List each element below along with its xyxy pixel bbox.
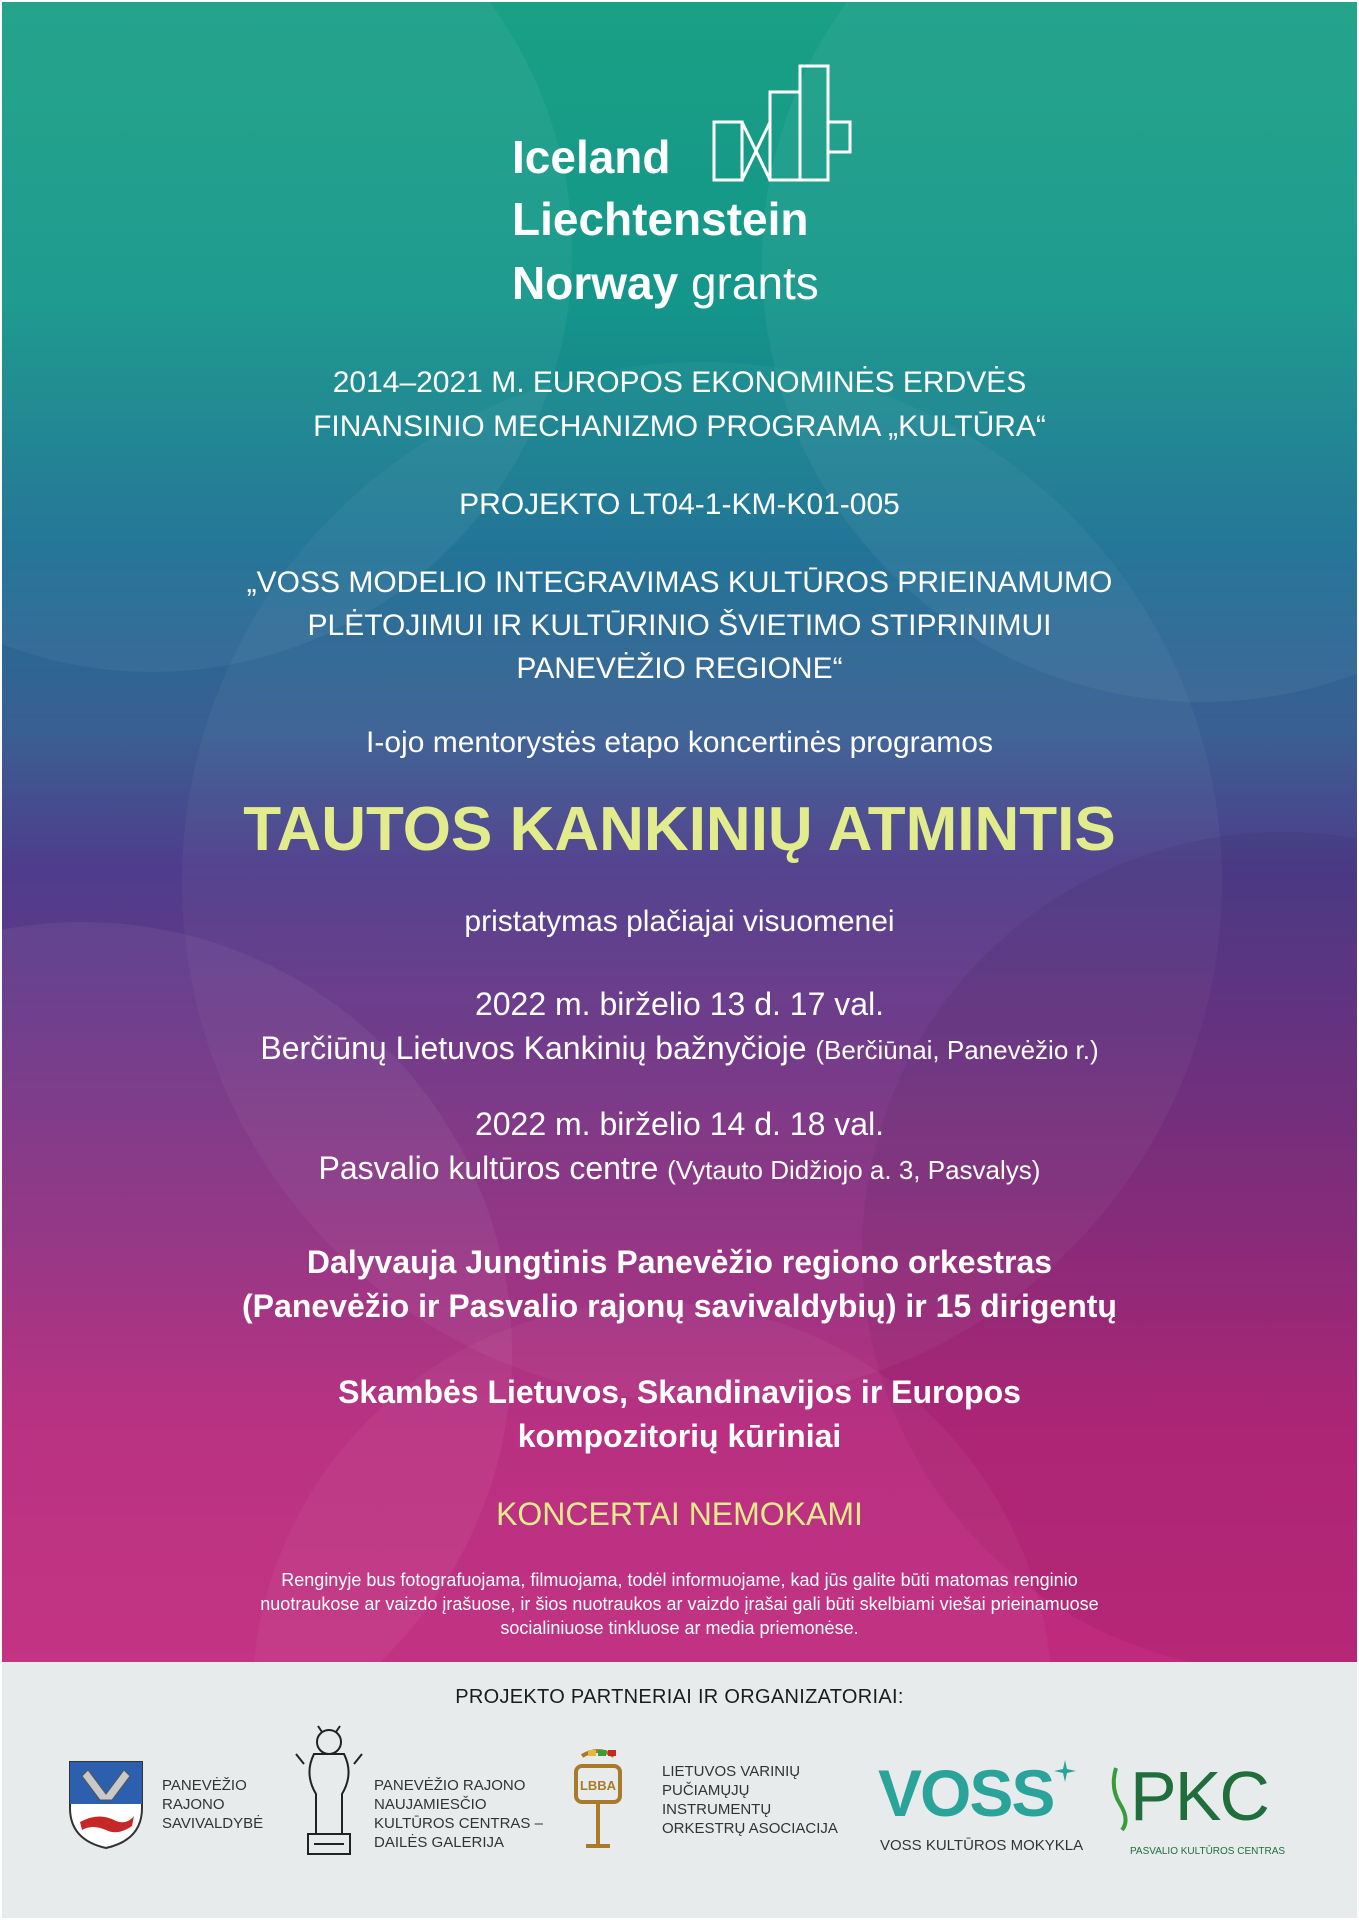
sparkle-icon (1054, 1760, 1076, 1782)
coat-of-arms-icon (68, 1760, 144, 1850)
partner-3-name: LIETUVOS VARINIŲ PUČIAMŲJŲ INSTRUMENTŲ ORKESTRŲ ASOCIACIJA (662, 1763, 838, 1837)
presentation-text: pristatymas plačiajai visuomenei (464, 905, 895, 938)
project-title-line-3: PANEVĖŽIO REGIONE“ (516, 652, 843, 685)
iceland-liechtenstein-norway-grants-logo (512, 62, 862, 322)
event-1-location (2, 1026, 1357, 1072)
participants-line-2: (Panevėžio ir Pasvalio rajonų savivaldybių) ir 15 dirigentų (242, 1288, 1117, 1324)
sculpture-icon (294, 1724, 364, 1862)
participants-line-1: Dalyvauja Jungtinis Panevėžio regiono orkestras (306, 1244, 1053, 1280)
event-1-address: (Berčiūnai, Panevėžio r.) (815, 1035, 1099, 1065)
disclaimer-line-3: socialiniuose tinkluose ar media priemonėse. (500, 1618, 859, 1638)
poster (2, 2, 1357, 1662)
partner-4-name: VOSS KULTŪROS MOKYKLA (880, 1837, 1084, 1854)
project-title-line-2: PLĖTOJIMUI IR KULTŪRINIO ŠVIETIMO STIPRINIMUI (307, 609, 1052, 642)
grants-logo-mark-icon (712, 62, 852, 182)
event-2-datetime: 2022 m. birželio 14 d. 18 val. (474, 1106, 885, 1142)
logo-liechtenstein: Liechtenstein (512, 193, 809, 245)
lbba-logo-text: LBBA (579, 1778, 617, 1793)
trumpet-icon (568, 1746, 634, 1856)
logo-grants: grants (690, 257, 819, 309)
music-line-1: Skambės Lietuvos, Skandinavijos ir Europos (338, 1374, 1021, 1410)
logo-iceland: Iceland (512, 131, 671, 183)
program-line-2: FINANSINIO MECHANIZMO PROGRAMA „KULTŪRA“ (313, 410, 1046, 443)
project-code: PROJEKTO LT04-1-KM-K01-005 (459, 488, 900, 521)
music-line-2: kompozitorių kūriniai (517, 1418, 842, 1454)
free-concerts: KONCERTAI NEMOKAMI (496, 1496, 863, 1532)
partner-1-name: PANEVĖŽIO RAJONO SAVIVALDYBĖ (162, 1777, 264, 1832)
partner-5-name: PASVALIO KULTŪROS CENTRAS (1130, 1846, 1286, 1857)
partners-section (2, 1662, 1357, 1918)
voss-logo: VOSS (878, 1756, 1054, 1830)
partners-title: PROJEKTO PARTNERIAI IR ORGANIZATORIAI: (455, 1686, 904, 1708)
disclaimer-line-2: nuotraukose ar vaizdo įrašuose, ir šios nuotraukos ar vaizdo įrašai gali būti skelbiami viešai prieinamuose (260, 1594, 1099, 1614)
event-2-location (2, 1146, 1357, 1192)
pkc-logo: PKC (1130, 1757, 1268, 1835)
disclaimer-line-1: Renginyje bus fotografuojama, filmuojama, todėl informuojame, kad jūs galite būti matomas renginio (281, 1570, 1078, 1590)
logo-norway: Norway (512, 257, 679, 309)
headline: TAUTOS KANKINIŲ ATMINTIS (243, 795, 1116, 864)
logo-norway-grants (512, 256, 819, 310)
event-1-datetime: 2022 m. birželio 13 d. 17 val. (474, 986, 885, 1022)
intro-text: I-ojo mentorystės etapo koncertinės programos (366, 726, 993, 759)
event-1-venue: Berčiūnų Lietuvos Kankinių bažnyčioje (260, 1030, 807, 1066)
event-2-address: (Vytauto Didžiojo a. 3, Pasvalys) (667, 1155, 1041, 1185)
program-line-1: 2014–2021 M. EUROPOS EKONOMINĖS ERDVĖS (332, 366, 1027, 399)
partner-2-name: PANEVĖŽIO RAJONO NAUJAMIESČIO KULTŪROS CENTRAS – DAILĖS GALERIJA (374, 1777, 543, 1851)
event-2-venue: Pasvalio kultūros centre (318, 1150, 659, 1186)
project-title-line-1: „VOSS MODELIO INTEGRAVIMAS KULTŪROS PRIEINAMUMO (246, 566, 1113, 599)
